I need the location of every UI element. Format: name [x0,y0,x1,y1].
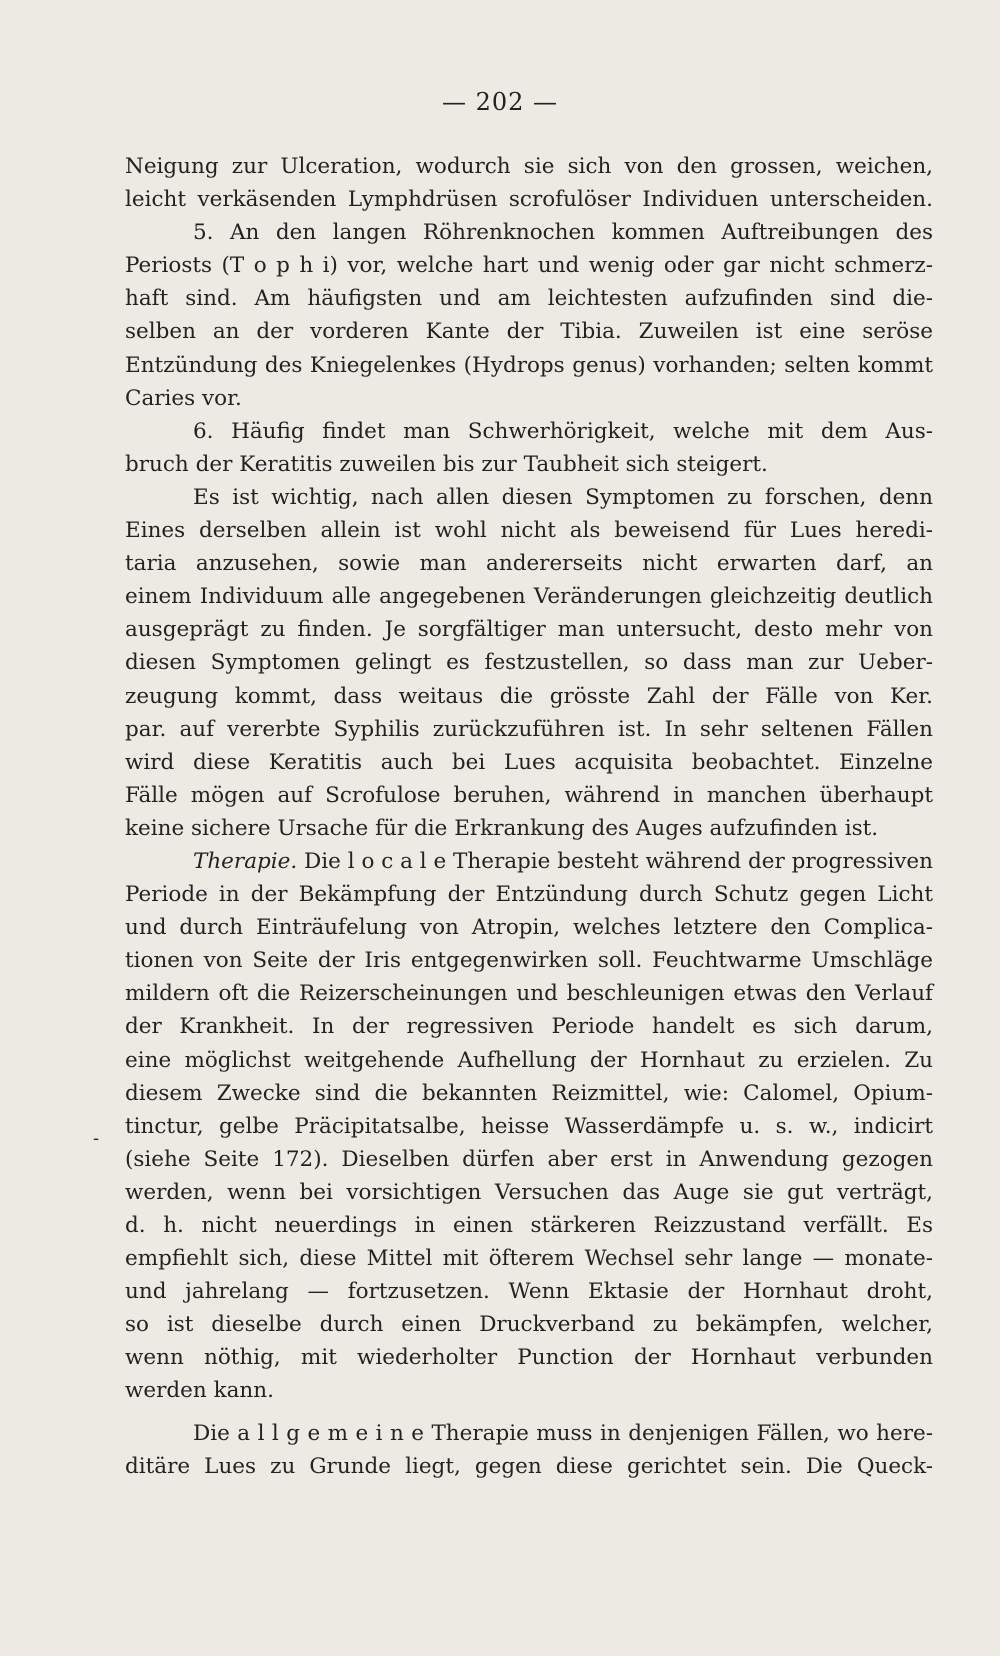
line-text: bruch der Keratitis zuweilen bis zur Taubheit sich steigert. [125,451,768,477]
line-text: Periosts (T o p h i) vor, welche hart und wenig oder gar nicht schmerz- [125,253,933,279]
line-text: werden, wenn bei vorsichtigen Versuchen das Auge sie gut verträgt, [125,1179,933,1205]
text-line [125,1417,933,1450]
text-line [125,1044,933,1077]
line-text: keine sichere Ursache für die Erkrankung des Auges aufzufinden ist. [125,815,879,841]
line-text: ditäre Lues zu Grunde liegt, gegen diese gerichtet sein. Die Queck- [125,1453,933,1479]
text-line [125,845,933,878]
text-line [125,746,933,779]
text-line [125,580,933,613]
text-line [125,415,933,448]
line-text: par. auf vererbte Syphilis zurückzuführen ist. In sehr seltenen Fällen [125,716,933,742]
text-line [125,1010,933,1043]
text-line [125,977,933,1010]
page-number: — 202 — [441,88,559,116]
text-line [125,448,933,481]
section-heading: Therapie. [193,848,298,874]
text-line [125,1077,933,1110]
line-text: Periode in der Bekämpfung der Entzündung durch Schutz gegen Licht [125,882,933,908]
line-text: diesen Symptomen gelingt es festzustellen, so dass man zur Ueber- [125,650,933,676]
line-text: Entzündung des Kniegelenkes (Hydrops genus) vorhanden; selten kommt [125,352,933,378]
line-text: 6. Häufig findet man Schwerhörigkeit, welche mit dem Aus- [193,418,933,444]
text-line [125,646,933,679]
text-line [125,613,933,646]
line-text: eine möglichst weitgehende Aufhellung der Hornhaut zu erzielen. Zu [125,1047,933,1073]
line-text: Die a l l g e m e i n e Therapie muss in denjenigen Fällen, wo here- [193,1420,933,1446]
line-text: so ist dieselbe durch einen Druckverband zu bekämpfen, welcher, [125,1312,933,1338]
text-line [125,382,933,415]
line-text: Eines derselben allein ist wohl nicht als beweisend für Lues heredi- [125,518,933,544]
line-text: haft sind. Am häufigsten und am leichtesten aufzufinden sind die- [125,286,933,312]
text-line [125,315,933,348]
text-line [125,1341,933,1374]
text-line [125,812,933,845]
line-text: wenn nöthig, mit wiederholter Punction der Hornhaut verbunden [125,1345,933,1371]
line-text: diesem Zwecke sind die bekannten Reizmittel, wie: Calomel, Opium- [125,1080,933,1106]
line-text: tionen von Seite der Iris entgegenwirken soll. Feuchtwarme Umschläge [125,948,933,974]
line-text: zeugung kommt, dass weitaus die grösste Zahl der Fälle von Ker. [125,683,933,709]
text-line [125,779,933,812]
text-line [125,1209,933,1242]
text-line [125,150,933,183]
line-text: (siehe Seite 172). Dieselben dürfen aber erst in Anwendung gezogen [125,1146,933,1172]
text-line [125,481,933,514]
line-text: empfiehlt sich, diese Mittel mit öfterem Wechsel sehr lange — monate- [125,1246,933,1272]
line-text: leicht verkäsenden Lymphdrüsen scrofulöser Individuen unterscheiden. [125,187,933,213]
text-line [125,713,933,746]
line-text: Die l o c a l e Therapie besteht während der progressiven [297,848,933,874]
text-line [125,1110,933,1143]
text-line [125,911,933,944]
line-text: Fälle mögen auf Scrofulose beruhen, während in manchen überhaupt [125,782,933,808]
line-text: d. h. nicht neuerdings in einen stärkeren Reizzustand verfällt. Es [125,1213,933,1238]
text-line [125,1275,933,1308]
margin-mark: - [93,1128,100,1149]
line-text: 5. An den langen Röhrenknochen kommen Auftreibungen des [193,220,933,246]
line-text: und durch Einträufelung von Atropin, welches letztere den Complica- [125,915,933,941]
text-line [125,878,933,911]
text-line [125,1176,933,1209]
line-text: wird diese Keratitis auch bei Lues acquisita beobachtet. Einzelne [125,749,933,775]
line-text: Es ist wichtig, nach allen diesen Symptomen zu forschen, denn [193,484,933,510]
text-line [125,349,933,382]
line-text: Caries vor. [125,385,242,411]
text-line [125,216,933,249]
line-text: taria anzusehen, sowie man andererseits nicht erwarten darf, an [125,551,933,577]
text-line [125,1143,933,1176]
text-line [125,282,933,315]
text-line [125,249,933,282]
line-text: werden kann. [125,1378,274,1404]
text-line [125,1450,933,1483]
line-text: tinctur, gelbe Präcipitatsalbe, heisse Wasserdämpfe u. s. w., indicirt [125,1113,933,1139]
text-line [125,680,933,713]
text-line [125,514,933,547]
line-text: selben an der vorderen Kante der Tibia. Zuweilen ist eine seröse [125,319,933,345]
text-line [125,1242,933,1275]
text-line [125,944,933,977]
page-body [125,150,933,1483]
line-text: Neigung zur Ulceration, wodurch sie sich von den grossen, weichen, [125,154,933,179]
line-text: und jahrelang — fortzusetzen. Wenn Ektasie der Hornhaut droht, [125,1279,933,1305]
line-text: der Krankheit. In der regressiven Periode handelt es sich darum, [125,1014,933,1040]
text-line [125,1374,933,1407]
text-line [125,1308,933,1341]
paragraph-gap [125,1408,933,1417]
line-text: einem Individuum alle angegebenen Veränderungen gleichzeitig deutlich [125,584,933,610]
text-line [125,547,933,580]
line-text: ausgeprägt zu finden. Je sorgfältiger man untersucht, desto mehr von [125,617,933,643]
line-text: mildern oft die Reizerscheinungen und beschleunigen etwas den Verlauf [125,981,933,1007]
text-line [125,183,933,216]
